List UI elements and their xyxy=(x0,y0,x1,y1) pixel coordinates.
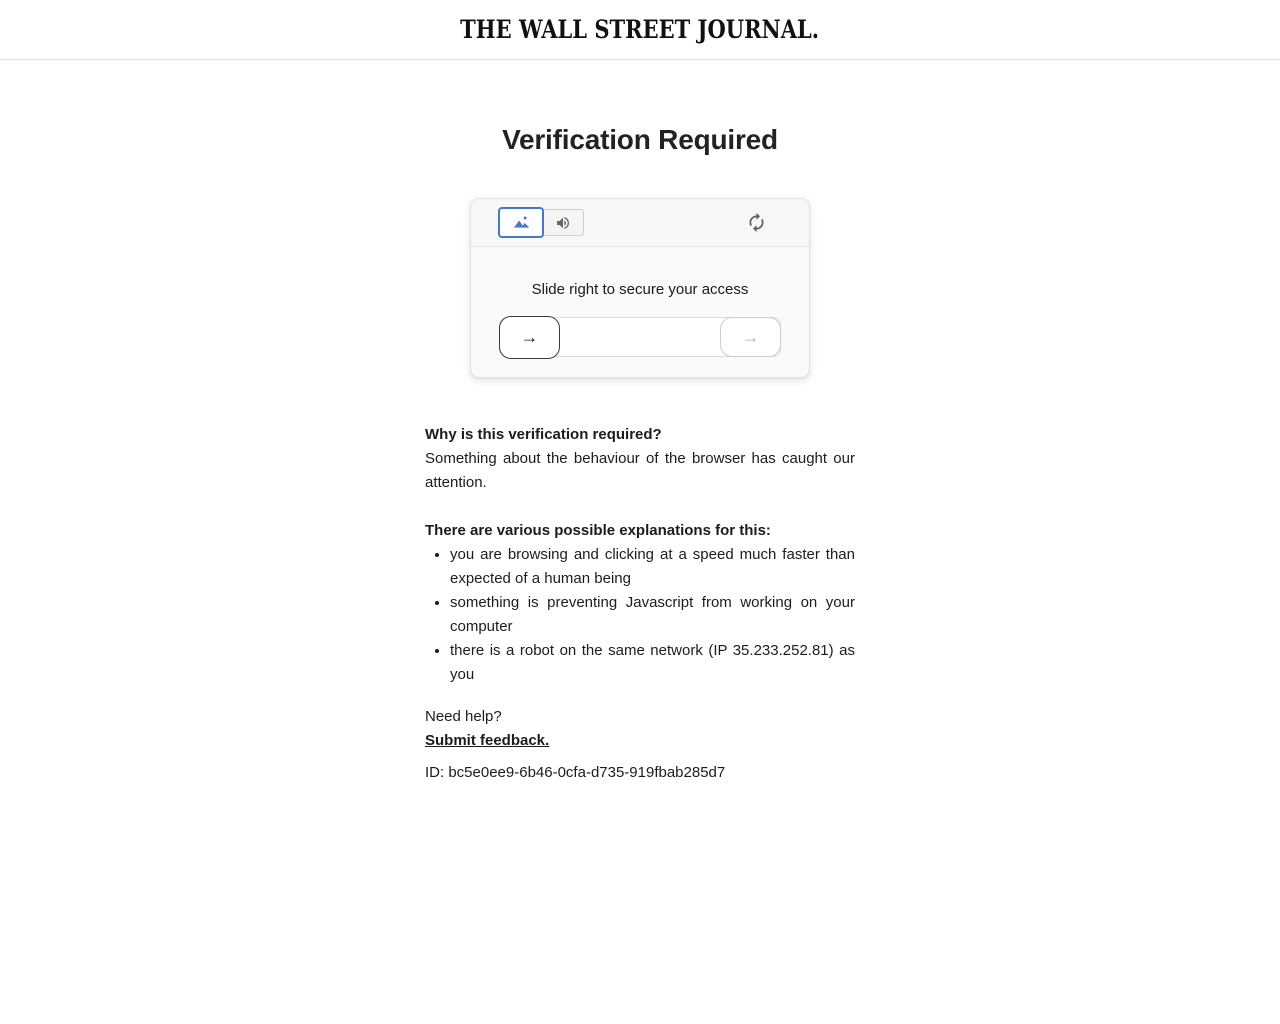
explanation-section xyxy=(425,423,855,785)
list-item: • there is a robot on the same network (IP 35.233.252.81) as you xyxy=(450,639,855,687)
submit-feedback-link[interactable]: Submit feedback. xyxy=(425,732,550,749)
why-body: Something about the behaviour of the browser has caught our attention. xyxy=(425,450,855,491)
need-help-text: Need help? xyxy=(425,708,502,725)
why-heading: Why is this verification required? xyxy=(425,426,662,443)
image-challenge-toggle-button[interactable] xyxy=(498,207,544,238)
arrow-right-icon: → xyxy=(520,327,539,347)
explanations-heading: There are various possible explanations for this: xyxy=(425,522,771,539)
challenge-type-toggle-group xyxy=(498,207,584,238)
refresh-challenge-button[interactable] xyxy=(746,212,767,233)
speaker-icon xyxy=(555,215,571,231)
captcha-body xyxy=(471,247,809,377)
slider-handle[interactable] xyxy=(499,316,560,359)
image-icon xyxy=(510,213,533,232)
page-title: Verification Required xyxy=(502,124,778,155)
captcha-widget xyxy=(470,198,810,378)
slider-target xyxy=(720,317,781,357)
audio-challenge-toggle-button[interactable] xyxy=(542,209,584,236)
arrow-right-icon: → xyxy=(741,326,760,347)
wsj-logo: THE WALL STREET JOURNAL. xyxy=(460,15,820,44)
slider-track xyxy=(499,317,781,357)
explanations-list xyxy=(425,543,855,687)
main-content xyxy=(0,124,1280,785)
list-item: • you are browsing and clicking at a speed much faster than expected of a human being xyxy=(450,543,855,591)
captcha-header xyxy=(471,199,809,247)
request-id: ID: bc5e0ee9-6b46-0cfa-d735-919fbab285d7 xyxy=(425,764,726,781)
site-header xyxy=(0,0,1280,60)
help-block xyxy=(425,705,855,753)
slider-instruction: Slide right to secure your access xyxy=(531,281,749,298)
list-item: • something is preventing Javascript from working on your computer xyxy=(450,591,855,639)
refresh-icon xyxy=(746,212,767,233)
